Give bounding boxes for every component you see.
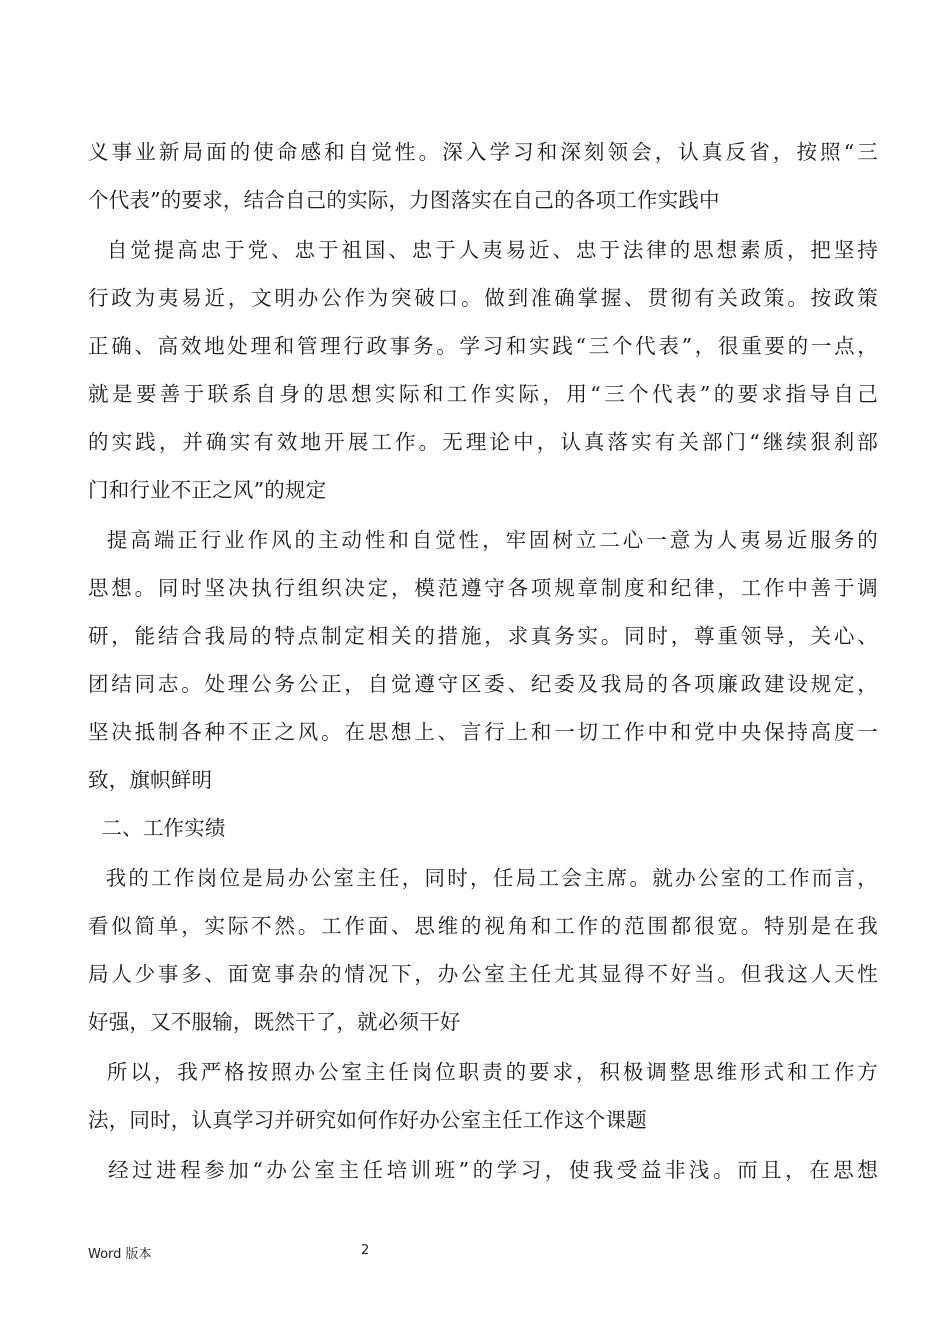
text-line: 就是要善于联系自身的思想实际和工作实际，用“三个代表”的要求指导自己: [88, 382, 878, 406]
text-line: 经过进程参加“办公室主任培训班”的学习，使我受益非浅。而且，在思想: [88, 1158, 878, 1182]
text-line: 正确、高效地处理和管理行政事务。学习和实践“三个代表”，很重要的一点，: [88, 334, 878, 358]
text-line: 的实践，并确实有效地开展工作。无理论中，认真落实有关部门“继续狠刹部: [88, 430, 878, 454]
text-line: 法，同时，认真学习并研究如何作好办公室主任工作这个课题: [88, 1108, 647, 1132]
text-line: 坚决抵制各种不正之风。在思想上、言行上和一切工作中和党中央保持高度一: [88, 720, 878, 744]
text-line: 研，能结合我局的特点制定相关的措施，求真务实。同时，尊重领导，关心、: [88, 624, 878, 648]
text-line: 所以，我严格按照办公室主任岗位职责的要求，积极调整思维形式和工作方: [88, 1060, 878, 1084]
document-body: [88, 128, 878, 1194]
text-line: 提高端正行业作风的主动性和自觉性，牢固树立二心一意为人夷易近服务的: [88, 528, 878, 552]
text-line: 自觉提高忠于党、忠于祖国、忠于人夷易近、忠于法律的思想素质，把坚持: [88, 238, 878, 262]
text-line: 好强，又不服输，既然干了，就必须干好: [88, 1010, 461, 1034]
text-line: 门和行业不正之风”的规定: [88, 478, 327, 502]
text-line: 个代表”的要求，结合自己的实际，力图落实在自己的各项工作实践中: [88, 188, 720, 212]
text-line: 思想。同时坚决执行组织决定，模范遵守各项规章制度和纪律，工作中善于调: [88, 576, 878, 600]
text-line: 我的工作岗位是局办公室主任，同时，任局工会主席。就办公室的工作而言，: [88, 866, 878, 890]
text-line: 致，旗帜鲜明: [88, 768, 213, 792]
text-line: 义事业新局面的使命感和自觉性。深入学习和深刻领会，认真反省，按照“三: [88, 140, 878, 164]
text-line: 局人少事多、面宽事杂的情况下，办公室主任尤其显得不好当。但我这人天性: [88, 962, 878, 986]
section-heading: 二、工作实绩: [88, 816, 226, 840]
text-line: 团结同志。处理公务公正，自觉遵守区委、纪委及我局的各项廉政建设规定，: [88, 672, 878, 696]
text-line: 行政为夷易近，文明办公作为突破口。做到准确掌握、贯彻有关政策。按政策: [88, 286, 878, 310]
text-line: 看似简单，实际不然。工作面、思维的视角和工作的范围都很宽。特别是在我: [88, 914, 878, 938]
page-number: 2: [361, 1243, 370, 1258]
footer-label: Word 版本: [88, 1247, 152, 1262]
